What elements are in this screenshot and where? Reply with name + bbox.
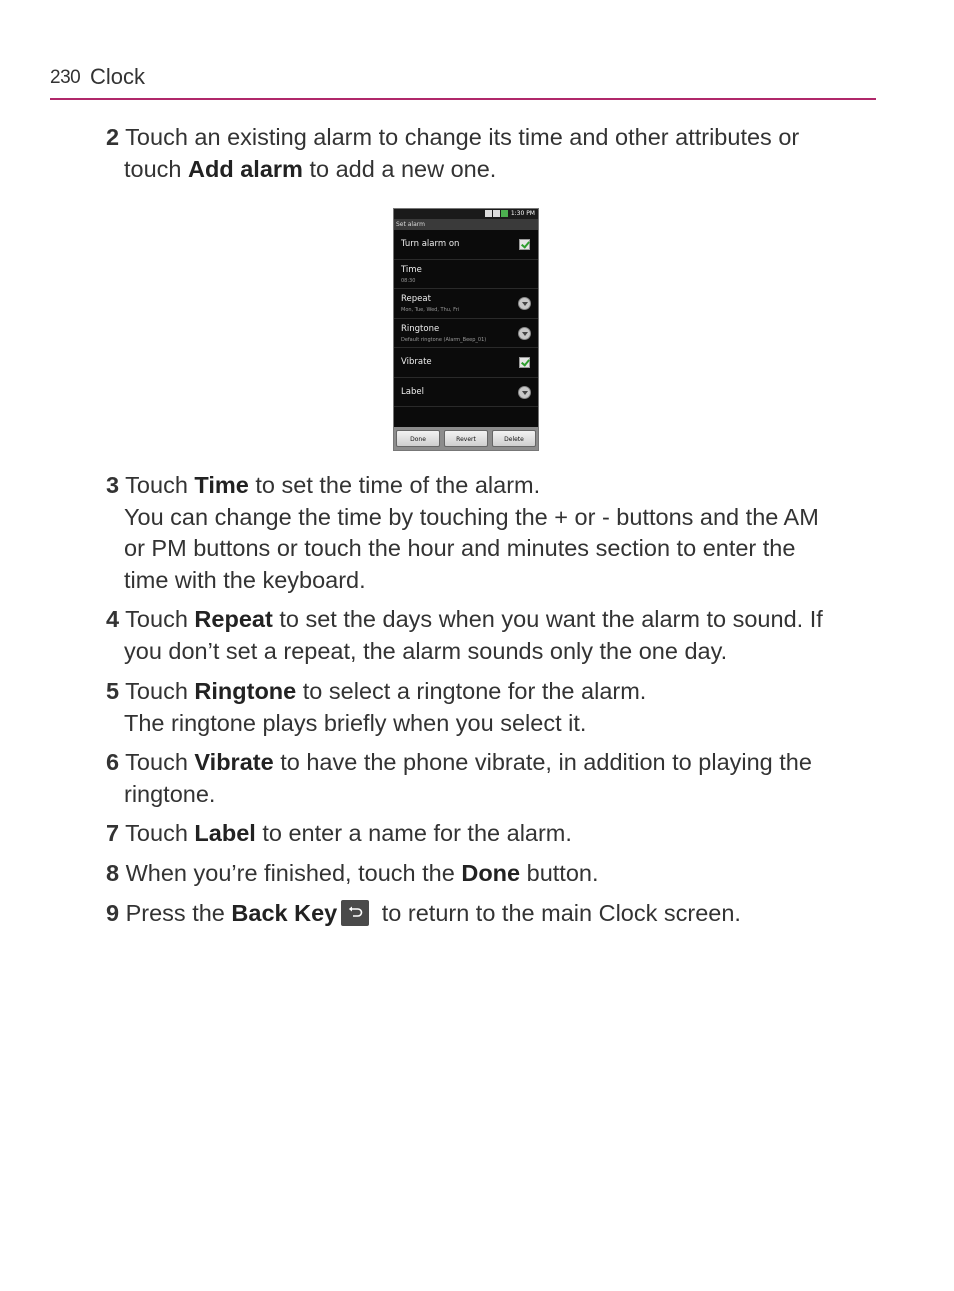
step-number: 6	[106, 749, 120, 775]
step-text: to set the days when you want the alarm to sound. If	[272, 606, 823, 632]
step-number: 8	[106, 860, 120, 886]
step-text: touch	[124, 155, 189, 182]
add-alarm-term: Add alarm	[188, 155, 303, 182]
step-text: to set the time of the alarm.	[248, 472, 541, 498]
setting-ringtone[interactable]	[394, 319, 538, 349]
dropdown-icon[interactable]	[518, 386, 531, 399]
setting-summary: Mon, Tue, Wed, Thu, Fri	[401, 307, 460, 313]
section-title: Clock	[90, 64, 146, 89]
delete-button[interactable]: Delete	[492, 430, 536, 447]
step-text: to have the phone vibrate, in addition to playing the	[273, 749, 812, 775]
step-number: 9	[106, 900, 120, 926]
step-text: Touch	[119, 472, 195, 498]
setting-repeat[interactable]	[394, 289, 538, 319]
step-6	[106, 747, 876, 810]
setting-turn-alarm-on[interactable]	[394, 230, 538, 260]
battery-icon	[501, 210, 508, 217]
step-3	[106, 470, 876, 596]
step-text: to add a new one.	[302, 155, 497, 182]
step-text: Touch an existing alarm to change its time and other attributes or	[119, 124, 800, 150]
step-5	[106, 676, 876, 739]
label-term: Label	[194, 820, 256, 846]
step-7	[106, 818, 876, 850]
revert-button[interactable]: Revert	[444, 430, 488, 447]
step-number: 7	[106, 820, 120, 846]
setting-label: Repeat	[401, 294, 431, 304]
setting-label: Time	[401, 264, 422, 275]
step-text: ringtone.	[124, 780, 216, 807]
status-time: 1:30 PM	[510, 210, 535, 217]
setting-label: Vibrate	[401, 357, 432, 367]
back-key-icon	[341, 900, 369, 926]
vibrate-term: Vibrate	[194, 749, 274, 775]
step-text: The ringtone plays briefly when you select it.	[124, 709, 587, 736]
notification-icon	[485, 210, 492, 217]
setting-time[interactable]	[394, 260, 538, 290]
step-text: button.	[520, 860, 599, 886]
setting-summary: Default ringtone (Alarm_Beep_01)	[401, 336, 487, 343]
step-text: Press the	[119, 900, 232, 926]
back-key-term: Back Key	[231, 900, 338, 926]
step-text: Touch	[119, 606, 195, 632]
step-text: to enter a name for the alarm.	[255, 820, 572, 846]
setting-vibrate[interactable]	[394, 348, 538, 378]
step-text: You can change the time by touching the + or - buttons and the AM	[124, 503, 819, 530]
status-icons	[485, 210, 508, 217]
step-number: 2	[106, 124, 120, 150]
setting-label[interactable]	[394, 378, 538, 408]
step-number: 3	[106, 472, 120, 498]
set-alarm-screenshot	[393, 208, 539, 451]
checkbox-icon[interactable]	[519, 357, 530, 368]
signal-icon	[493, 210, 500, 217]
step-text: When you’re finished, touch the	[119, 860, 462, 886]
step-number: 4	[106, 606, 120, 632]
button-bar	[394, 427, 538, 450]
done-term: Done	[461, 860, 521, 886]
step-8	[106, 858, 876, 890]
step-number: 5	[106, 678, 120, 704]
ringtone-term: Ringtone	[194, 678, 297, 704]
setting-label-text: Label	[401, 386, 424, 397]
setting-label: Turn alarm on	[401, 239, 460, 249]
repeat-term: Repeat	[194, 606, 273, 632]
time-term: Time	[194, 472, 249, 498]
step-4	[106, 604, 876, 667]
step-text: you don’t set a repeat, the alarm sounds only the one day.	[124, 637, 728, 664]
checkbox-icon[interactable]	[519, 239, 530, 250]
screen-title: Set alarm	[394, 219, 538, 230]
step-text: Touch	[119, 749, 195, 775]
dropdown-icon[interactable]	[518, 327, 531, 340]
status-bar	[394, 209, 538, 219]
step-text: to return to the main Clock screen.	[375, 900, 741, 926]
step-9	[106, 898, 876, 930]
page-number: 230	[50, 67, 81, 88]
setting-summary: 08:30	[401, 277, 416, 284]
step-text: to select a ringtone for the alarm.	[296, 678, 647, 704]
done-button[interactable]: Done	[396, 430, 440, 447]
step-text: time with the keyboard.	[124, 566, 366, 593]
step-text: Touch	[119, 678, 195, 704]
step-2	[106, 122, 876, 185]
page-header	[50, 64, 876, 100]
step-text: or PM buttons or touch the hour and minutes section to enter the	[124, 535, 796, 561]
step-text: Touch	[119, 820, 195, 846]
dropdown-icon[interactable]	[518, 297, 531, 310]
setting-label: Ringtone	[401, 323, 440, 334]
